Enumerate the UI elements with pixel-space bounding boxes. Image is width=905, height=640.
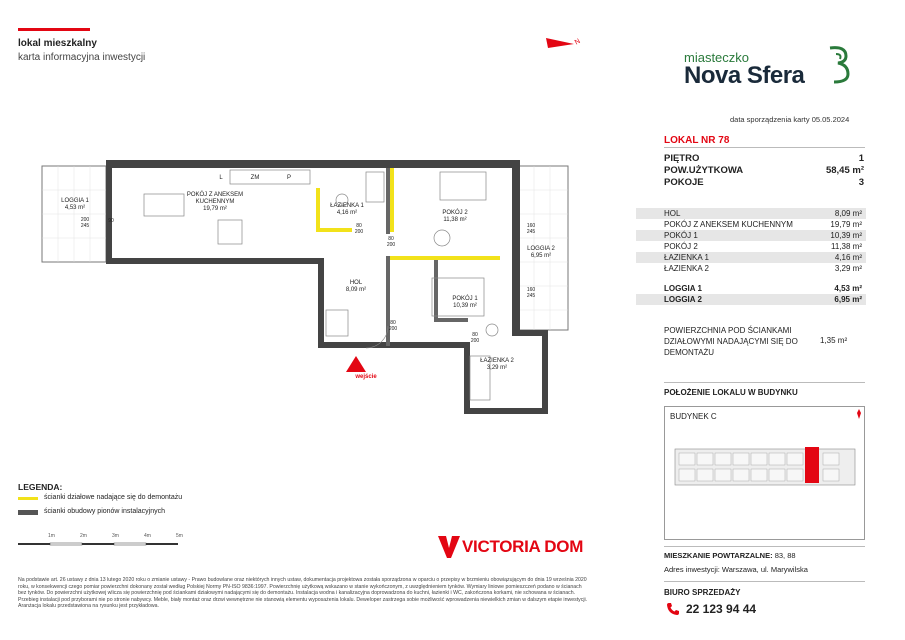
room-row: POKÓJ 1 10,39 m² bbox=[636, 230, 866, 241]
scale-bar bbox=[18, 540, 208, 548]
divider bbox=[664, 147, 865, 148]
victoria-dom-logo-icon bbox=[436, 534, 462, 560]
phone-icon bbox=[666, 602, 680, 616]
plan-kitchen-label: POKÓJ Z ANEKSEM KUCHENNYM 19,79 m² bbox=[186, 192, 244, 212]
room-row: ŁAZIENKA 2 3,29 m² bbox=[664, 264, 862, 273]
page-subtitle: karta informacyjna inwestycji bbox=[18, 52, 146, 63]
entrance-label: wejście bbox=[355, 374, 377, 380]
dimension-label: 160 245 bbox=[526, 287, 536, 299]
building-plan-thumbnail bbox=[665, 407, 864, 539]
loggia-row: LOGGIA 1 4,53 m² bbox=[664, 284, 862, 293]
partition-note: POWIERZCHNIA POD ŚCIANKAMI DZIAŁOWYMI NADAJĄCYMI SIĘ DO DEMONTAŻU bbox=[664, 326, 798, 357]
compass-north-icon bbox=[544, 34, 584, 52]
rooms-count-row bbox=[664, 177, 864, 188]
sales-heading: BIURO SPRZEDAŻY bbox=[664, 588, 741, 597]
plan-loggia2-label: LOGGIA 2 6,95 m² bbox=[527, 246, 555, 259]
area-value: 58,45 m² bbox=[825, 165, 864, 176]
rooms-value: 3 bbox=[858, 177, 864, 188]
footer-disclaimer: Na podstawie art. 26 ustawy z dnia 13 lutego 2020 roku o zmianie ustawy - Prawo budowlane oraz niektórych innych ustaw, dokumentacja projektowa została sporządzona w oparciu o przepisy w brzmieniu obowiązującym do dnia 19 września 2020 roku, w konsekwencji czego pomiar powierzchni dokonany został według Polskiej Normy PN-ISO 9836:1997. Powierzchnię użytkową wskazano w stanie wykończonym, z uwzględnieniem tynków. Wymiary liniowe pomieszczeń podano w ścianach bez tynków. Do powierzchni użytkowej wlicza się powierzchnię pod ściankami działowymi nadającymi się do demontażu. Instalacja wodna i kanalizacyjna doprowadzona do kuchni, łazienki i WC, zakończona korkami, nie schowana w ścianach. Przebieg instalacji pod przyborami nie po stronie nabywcy. Meble, biały montaż oraz drzwi wewnętrzne nie stanowią elementu wyposażenia lokalu. Deweloper zastrzega sobie możliwość wprowadzenia niewielkich zmian w dalszym etapie inwestycji. Aranżacja lokalu przedstawiona na rysunku jest przykładowa. bbox=[18, 577, 588, 609]
location-heading: POŁOŻENIE LOKALU W BUDYNKU bbox=[664, 388, 798, 397]
building-label: BUDYNEK C bbox=[670, 412, 717, 421]
building-minimap bbox=[664, 406, 865, 540]
scale-label: 4m bbox=[144, 533, 151, 539]
legend-title: LEGENDA: bbox=[18, 482, 63, 492]
floor-plan bbox=[40, 160, 580, 420]
area-label: POW.UŻYTKOWA bbox=[664, 165, 744, 176]
plan-loggia1-label: LOGGIA 1 4,53 m² bbox=[61, 198, 89, 211]
legend-swatch-installation bbox=[18, 510, 38, 515]
plan-bath2-label: ŁAZIENKA 2 3,29 m² bbox=[480, 358, 514, 371]
dimension-label: 160 245 bbox=[526, 223, 536, 235]
dimension-label: 80 200 bbox=[386, 236, 396, 248]
header-accent-bar bbox=[18, 28, 90, 31]
partition-note-value: 1,35 m² bbox=[820, 336, 848, 345]
scale-label: 2m bbox=[80, 533, 87, 539]
area-row bbox=[664, 165, 864, 176]
dimension-label: 200 245 bbox=[80, 217, 90, 229]
similar-apartments: MIESZKANIE POWTARZALNE: 83, 88 bbox=[664, 551, 796, 560]
legend-item-installation: ścianki obudowy pionów instalacyjnych bbox=[44, 508, 166, 515]
legend-swatch-demountable bbox=[18, 497, 38, 500]
dimension-label: 80 200 bbox=[388, 320, 398, 332]
scale-label: 3m bbox=[112, 533, 119, 539]
dimension-label: 90 bbox=[108, 218, 114, 224]
company-logo: VICTORIA DOM bbox=[462, 537, 584, 556]
plan-room1-label: POKÓJ 1 10,39 m² bbox=[452, 296, 478, 309]
address: Adres inwestycji: Warszawa, ul. Marywilska bbox=[664, 565, 808, 574]
floor-label: PIĘTRO bbox=[664, 153, 700, 164]
rooms-label: POKOJE bbox=[664, 177, 704, 188]
card-date: data sporządzenia karty 05.05.2024 bbox=[730, 115, 850, 124]
divider bbox=[664, 581, 865, 582]
dimension-label: 80 200 bbox=[470, 332, 480, 344]
appliance-label: P bbox=[286, 175, 291, 181]
divider bbox=[664, 382, 865, 383]
plan-bath1-label: ŁAZIENKA 1 4,16 m² bbox=[330, 203, 364, 216]
appliance-label: L bbox=[219, 175, 223, 181]
room-row: ŁAZIENKA 1 4,16 m² bbox=[636, 252, 866, 263]
dimension-label: 80 200 bbox=[354, 223, 364, 235]
floor-row bbox=[664, 153, 864, 164]
scale-label: 1m bbox=[48, 533, 55, 539]
room-row: POKÓJ 2 11,38 m² bbox=[664, 242, 862, 251]
appliance-label: ZM bbox=[250, 175, 260, 181]
plan-hol-label: HOL 8,09 m² bbox=[345, 280, 367, 293]
loggia-row: LOGGIA 2 6,95 m² bbox=[636, 294, 866, 305]
legend-item-demountable: ścianki działowe nadające się do demontażu bbox=[44, 494, 183, 501]
svg-text:N: N bbox=[573, 37, 582, 47]
page-title: lokal mieszkalny bbox=[18, 38, 97, 49]
plan-room2-label: POKÓJ 2 11,38 m² bbox=[442, 210, 468, 223]
brand-logo-small: miasteczko bbox=[684, 50, 750, 65]
scale-label: 5m bbox=[176, 533, 183, 539]
room-row: HOL 8,09 m² bbox=[636, 208, 866, 219]
phone-number[interactable]: 22 123 94 44 bbox=[686, 602, 757, 616]
lokal-number: LOKAL NR 78 bbox=[664, 135, 730, 146]
brand-logo-big: Nova Sfera bbox=[684, 62, 805, 89]
brand-mark-icon bbox=[826, 44, 852, 84]
room-row: POKÓJ Z ANEKSEM KUCHENNYM 19,79 m² bbox=[664, 220, 862, 229]
divider bbox=[664, 546, 865, 547]
floor-value: 1 bbox=[858, 153, 864, 164]
